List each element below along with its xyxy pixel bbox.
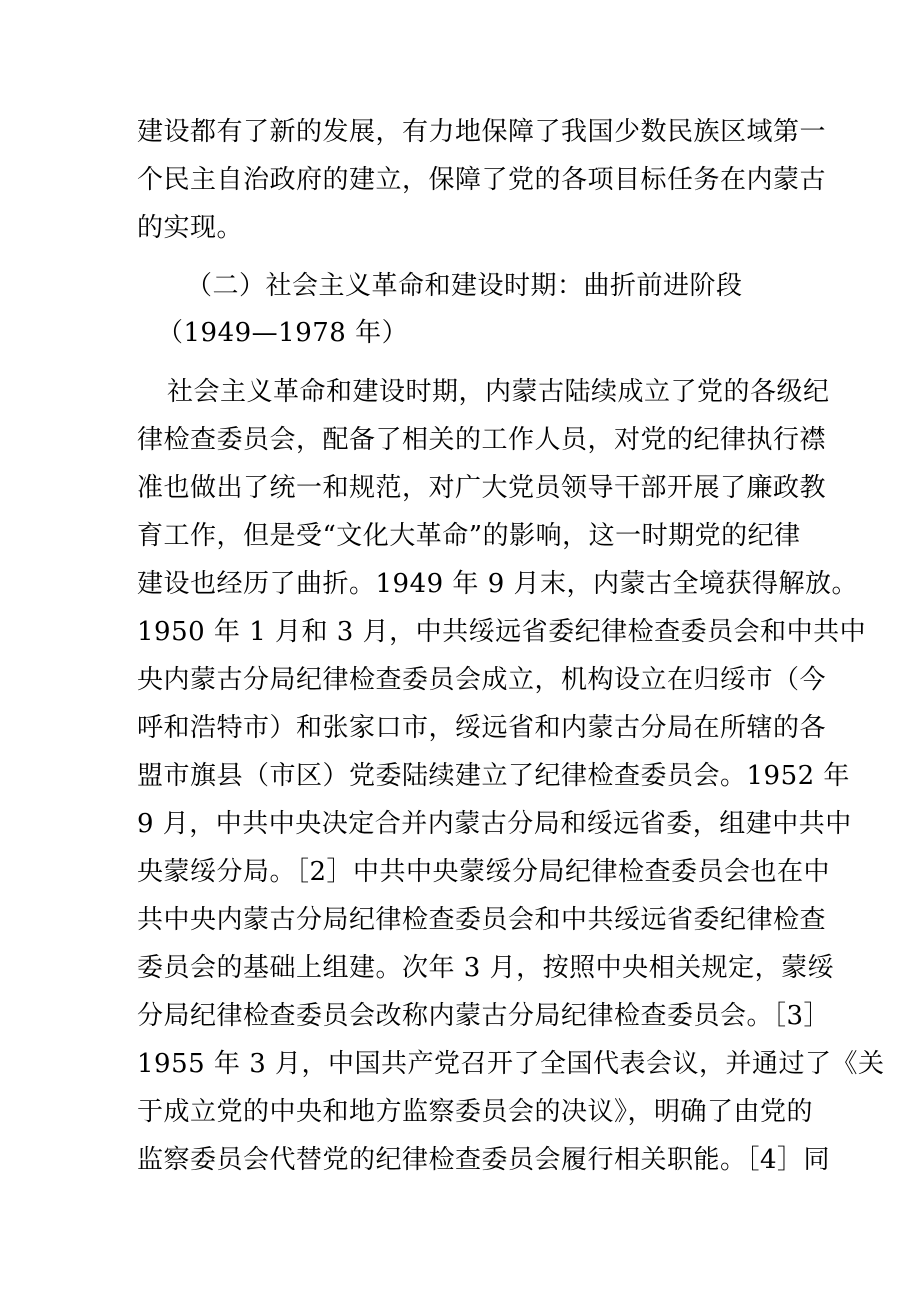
body-line-11: 央蒙绥分局。［2］中共中央蒙绥分局纪律检查委员会也在中 <box>137 857 831 887</box>
body-line-1: 社会主义革命和建设时期，内蒙古陆续成立了党的各级纪 <box>167 377 830 407</box>
section-heading-line-2: （1949—1978 年） <box>157 318 409 348</box>
body-line-16: 于成立党的中央和地方监察委员会的决议》，明确了由党的 <box>137 1097 814 1127</box>
body-line-13: 委员会的基础上组建。次年 3 月，按照中央相关规定，蒙绥 <box>137 953 835 983</box>
body-line-8: 呼和浩特市）和张家口市，绥远省和内蒙古分局在所辖的各 <box>137 713 827 743</box>
body-line-17: 监察委员会代替党的纪律检查委员会履行相关职能。［4］同 <box>137 1145 831 1175</box>
body-line-3: 准也做出了统一和规范，对广大党员领导干部开展了廉政教 <box>137 473 827 503</box>
body-line-4: 育工作，但是受“文化大革命”的影响，这一时期党的纪律 <box>137 521 801 551</box>
body-line-12: 共中央内蒙古分局纪律检查委员会和中共绥远省委纪律检查 <box>137 905 827 935</box>
body-line-9: 盟市旗县（市区）党委陆续建立了纪律检查委员会。1952 年 <box>137 761 850 791</box>
body-line-7: 央内蒙古分局纪律检查委员会成立，机构设立在归绥市（今 <box>137 665 827 695</box>
body-line-2: 律检查委员会，配备了相关的工作人员，对党的纪律执行襟 <box>137 425 827 455</box>
body-line-10: 9 月，中共中央决定合并内蒙古分局和绥远省委，组建中共中 <box>137 809 852 839</box>
body-line-14: 分局纪律检查委员会改称内蒙古分局纪律检查委员会。［3］ <box>137 1001 831 1031</box>
body-line-5: 建设也经历了曲折。1949 年 9 月末，内蒙古全境获得解放。 <box>137 569 859 599</box>
intro-line-2: 个民主自治政府的建立，保障了党的各项目标任务在内蒙古 <box>137 165 827 195</box>
body-line-15: 1955 年 3 月，中国共产党召开了全国代表会议，并通过了《关 <box>137 1049 885 1079</box>
intro-line-1: 建设都有了新的发展，有力地保障了我国少数民族区域第一 <box>137 117 827 147</box>
body-line-6: 1950 年 1 月和 3 月，中共绥远省委纪律检查委员会和中共中 <box>137 617 867 647</box>
section-heading-line-1: （二）社会主义革命和建设时期：曲折前进阶段 <box>186 271 743 301</box>
intro-line-3: 的实现。 <box>137 213 244 243</box>
